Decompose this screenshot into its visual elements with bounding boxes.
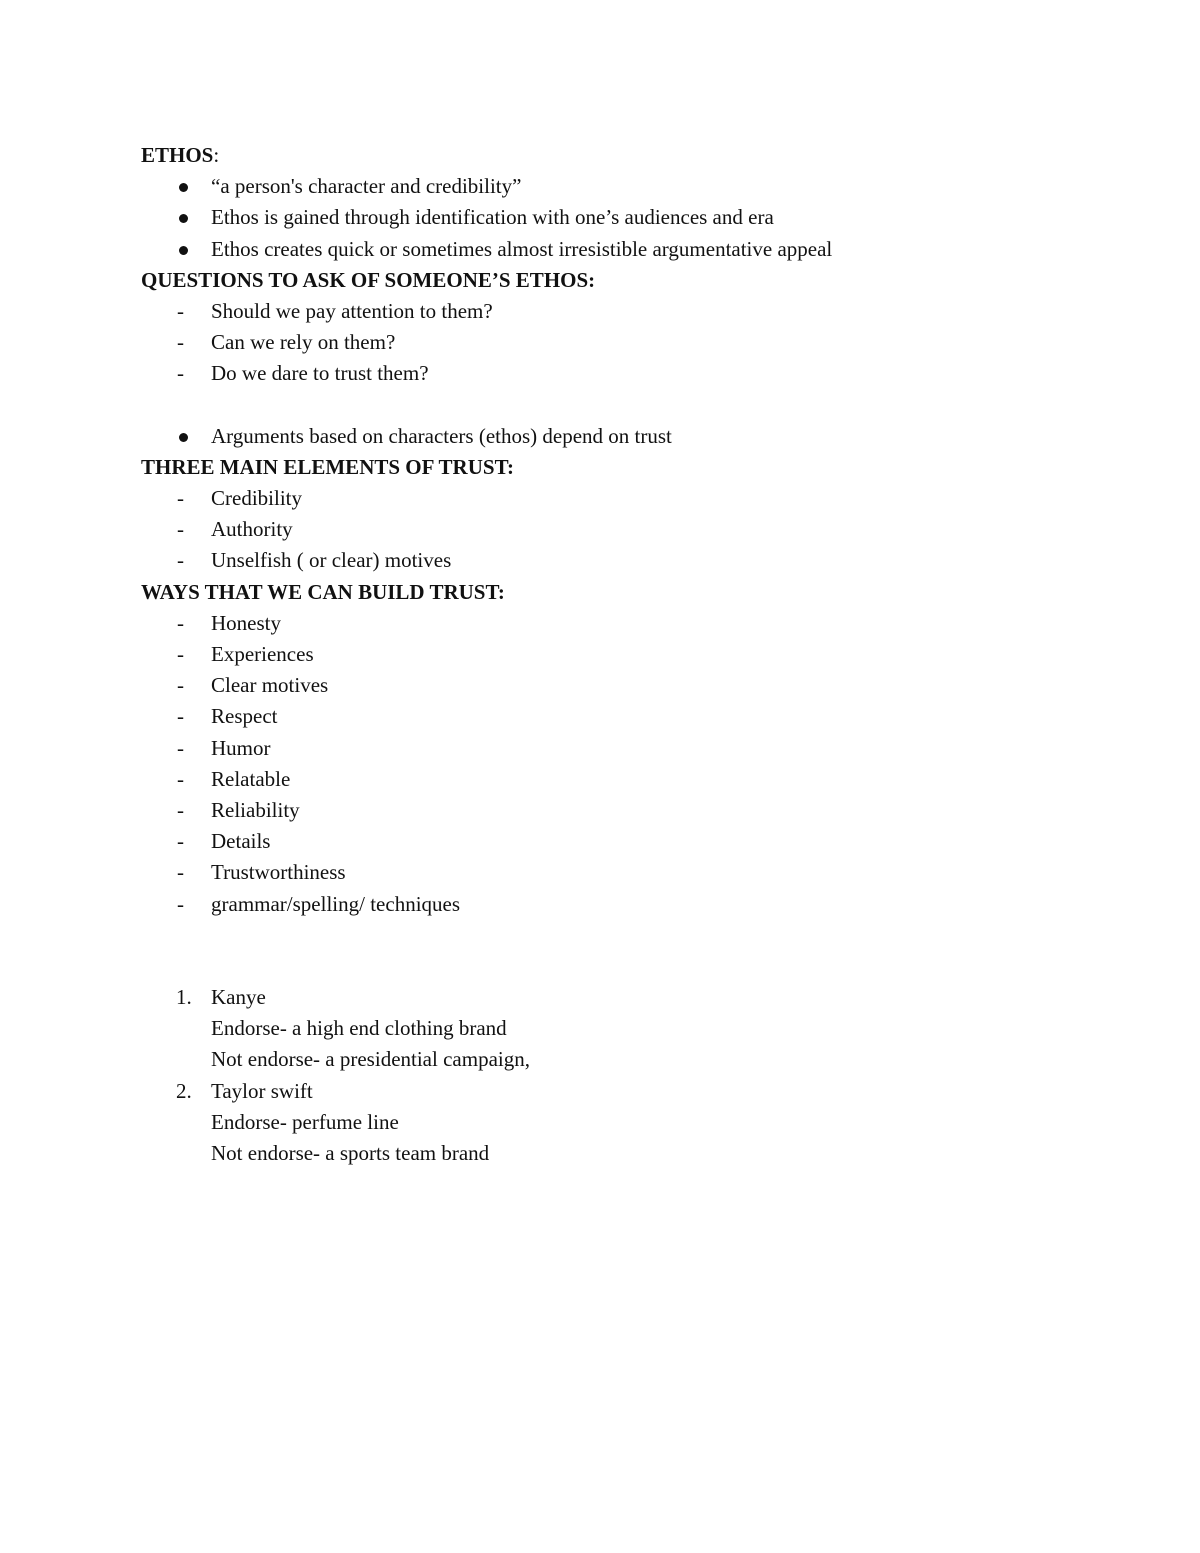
dash-marker: -: [177, 486, 184, 511]
way-text: Humor: [211, 735, 271, 760]
way-item: [141, 889, 1041, 920]
trust-bullet-item: [141, 421, 1041, 452]
element-text: Credibility: [211, 486, 302, 511]
element-item: [141, 483, 1041, 514]
dash-marker: -: [177, 797, 184, 822]
element-item: [141, 545, 1041, 576]
example-name: Kanye: [211, 985, 266, 1010]
example-not-endorse: Not endorse- a presidential campaign,: [211, 1047, 530, 1072]
way-text: Clear motives: [211, 673, 329, 698]
bullet-icon: [179, 214, 188, 223]
example-name: Taylor swift: [211, 1078, 313, 1103]
example-item: [141, 982, 1041, 1013]
way-text: Reliability: [211, 797, 300, 822]
ethos-heading-colon: :: [213, 143, 220, 167]
way-item: [141, 764, 1041, 795]
bullet-icon: [179, 183, 188, 192]
way-text: Trustworthiness: [211, 860, 346, 885]
question-item: [141, 327, 1041, 358]
blank-line: [141, 951, 1041, 982]
dash-marker: -: [177, 704, 184, 729]
list-number: 1.: [176, 985, 192, 1010]
bullet-icon: [179, 246, 188, 255]
ethos-bullet-text: “a person's character and credibility”: [211, 174, 522, 199]
ethos-heading: [141, 140, 1041, 171]
way-text: grammar/spelling/ techniques: [211, 891, 461, 916]
dash-marker: -: [177, 860, 184, 885]
list-number: 2.: [176, 1078, 192, 1103]
way-item: [141, 733, 1041, 764]
way-item: [141, 608, 1041, 639]
dash-marker: -: [177, 361, 184, 386]
element-text: Authority: [211, 517, 293, 542]
questions-heading: QUESTIONS TO ASK OF SOMEONE’S ETHOS:: [141, 267, 596, 292]
element-item: [141, 514, 1041, 545]
example-endorse: Endorse- a high end clothing brand: [211, 1016, 507, 1041]
way-item: [141, 670, 1041, 701]
example-item: [141, 1076, 1041, 1107]
trust-bullet-text: Arguments based on characters (ethos) depend on trust: [211, 423, 672, 448]
elements-heading: THREE MAIN ELEMENTS OF TRUST:: [141, 454, 515, 479]
way-text: Details: [211, 829, 271, 854]
dash-marker: -: [177, 891, 184, 916]
question-item: [141, 358, 1041, 389]
dash-marker: -: [177, 829, 184, 854]
element-text: Unselfish ( or clear) motives: [211, 548, 452, 573]
way-item: [141, 701, 1041, 732]
blank-line: [141, 390, 1041, 421]
example-endorse: Endorse- perfume line: [211, 1109, 399, 1134]
question-text: Can we rely on them?: [211, 330, 396, 355]
ethos-bullet-item: [141, 234, 1041, 265]
dash-marker: -: [177, 766, 184, 791]
way-text: Relatable: [211, 766, 291, 791]
way-item: [141, 795, 1041, 826]
document-page: [141, 140, 1041, 1169]
question-item: [141, 296, 1041, 327]
way-item: [141, 857, 1041, 888]
blank-line: [141, 920, 1041, 951]
ethos-bullet-item: [141, 202, 1041, 233]
dash-marker: -: [177, 517, 184, 542]
ethos-bullet-text: Ethos is gained through identification with one’s audiences and era: [211, 205, 774, 230]
ethos-bullet-item: [141, 171, 1041, 202]
dash-marker: -: [177, 548, 184, 573]
question-text: Do we dare to trust them?: [211, 361, 429, 386]
way-item: [141, 826, 1041, 857]
dash-marker: -: [177, 673, 184, 698]
example-not-endorse: Not endorse- a sports team brand: [211, 1141, 490, 1165]
ways-heading: WAYS THAT WE CAN BUILD TRUST:: [141, 579, 505, 604]
way-text: Honesty: [211, 610, 281, 635]
dash-marker: -: [177, 330, 184, 355]
bullet-icon: [179, 433, 188, 442]
way-item: [141, 639, 1041, 670]
way-text: Experiences: [211, 642, 314, 666]
ethos-heading-text: ETHOS: [141, 143, 214, 167]
dash-marker: -: [177, 298, 184, 323]
question-text: Should we pay attention to them?: [211, 298, 493, 323]
way-text: Respect: [211, 704, 278, 729]
dash-marker: -: [177, 735, 184, 760]
dash-marker: -: [177, 610, 184, 635]
ethos-bullet-text: Ethos creates quick or sometimes almost irresistible argumentative appeal: [211, 236, 833, 261]
dash-marker: -: [177, 642, 184, 666]
